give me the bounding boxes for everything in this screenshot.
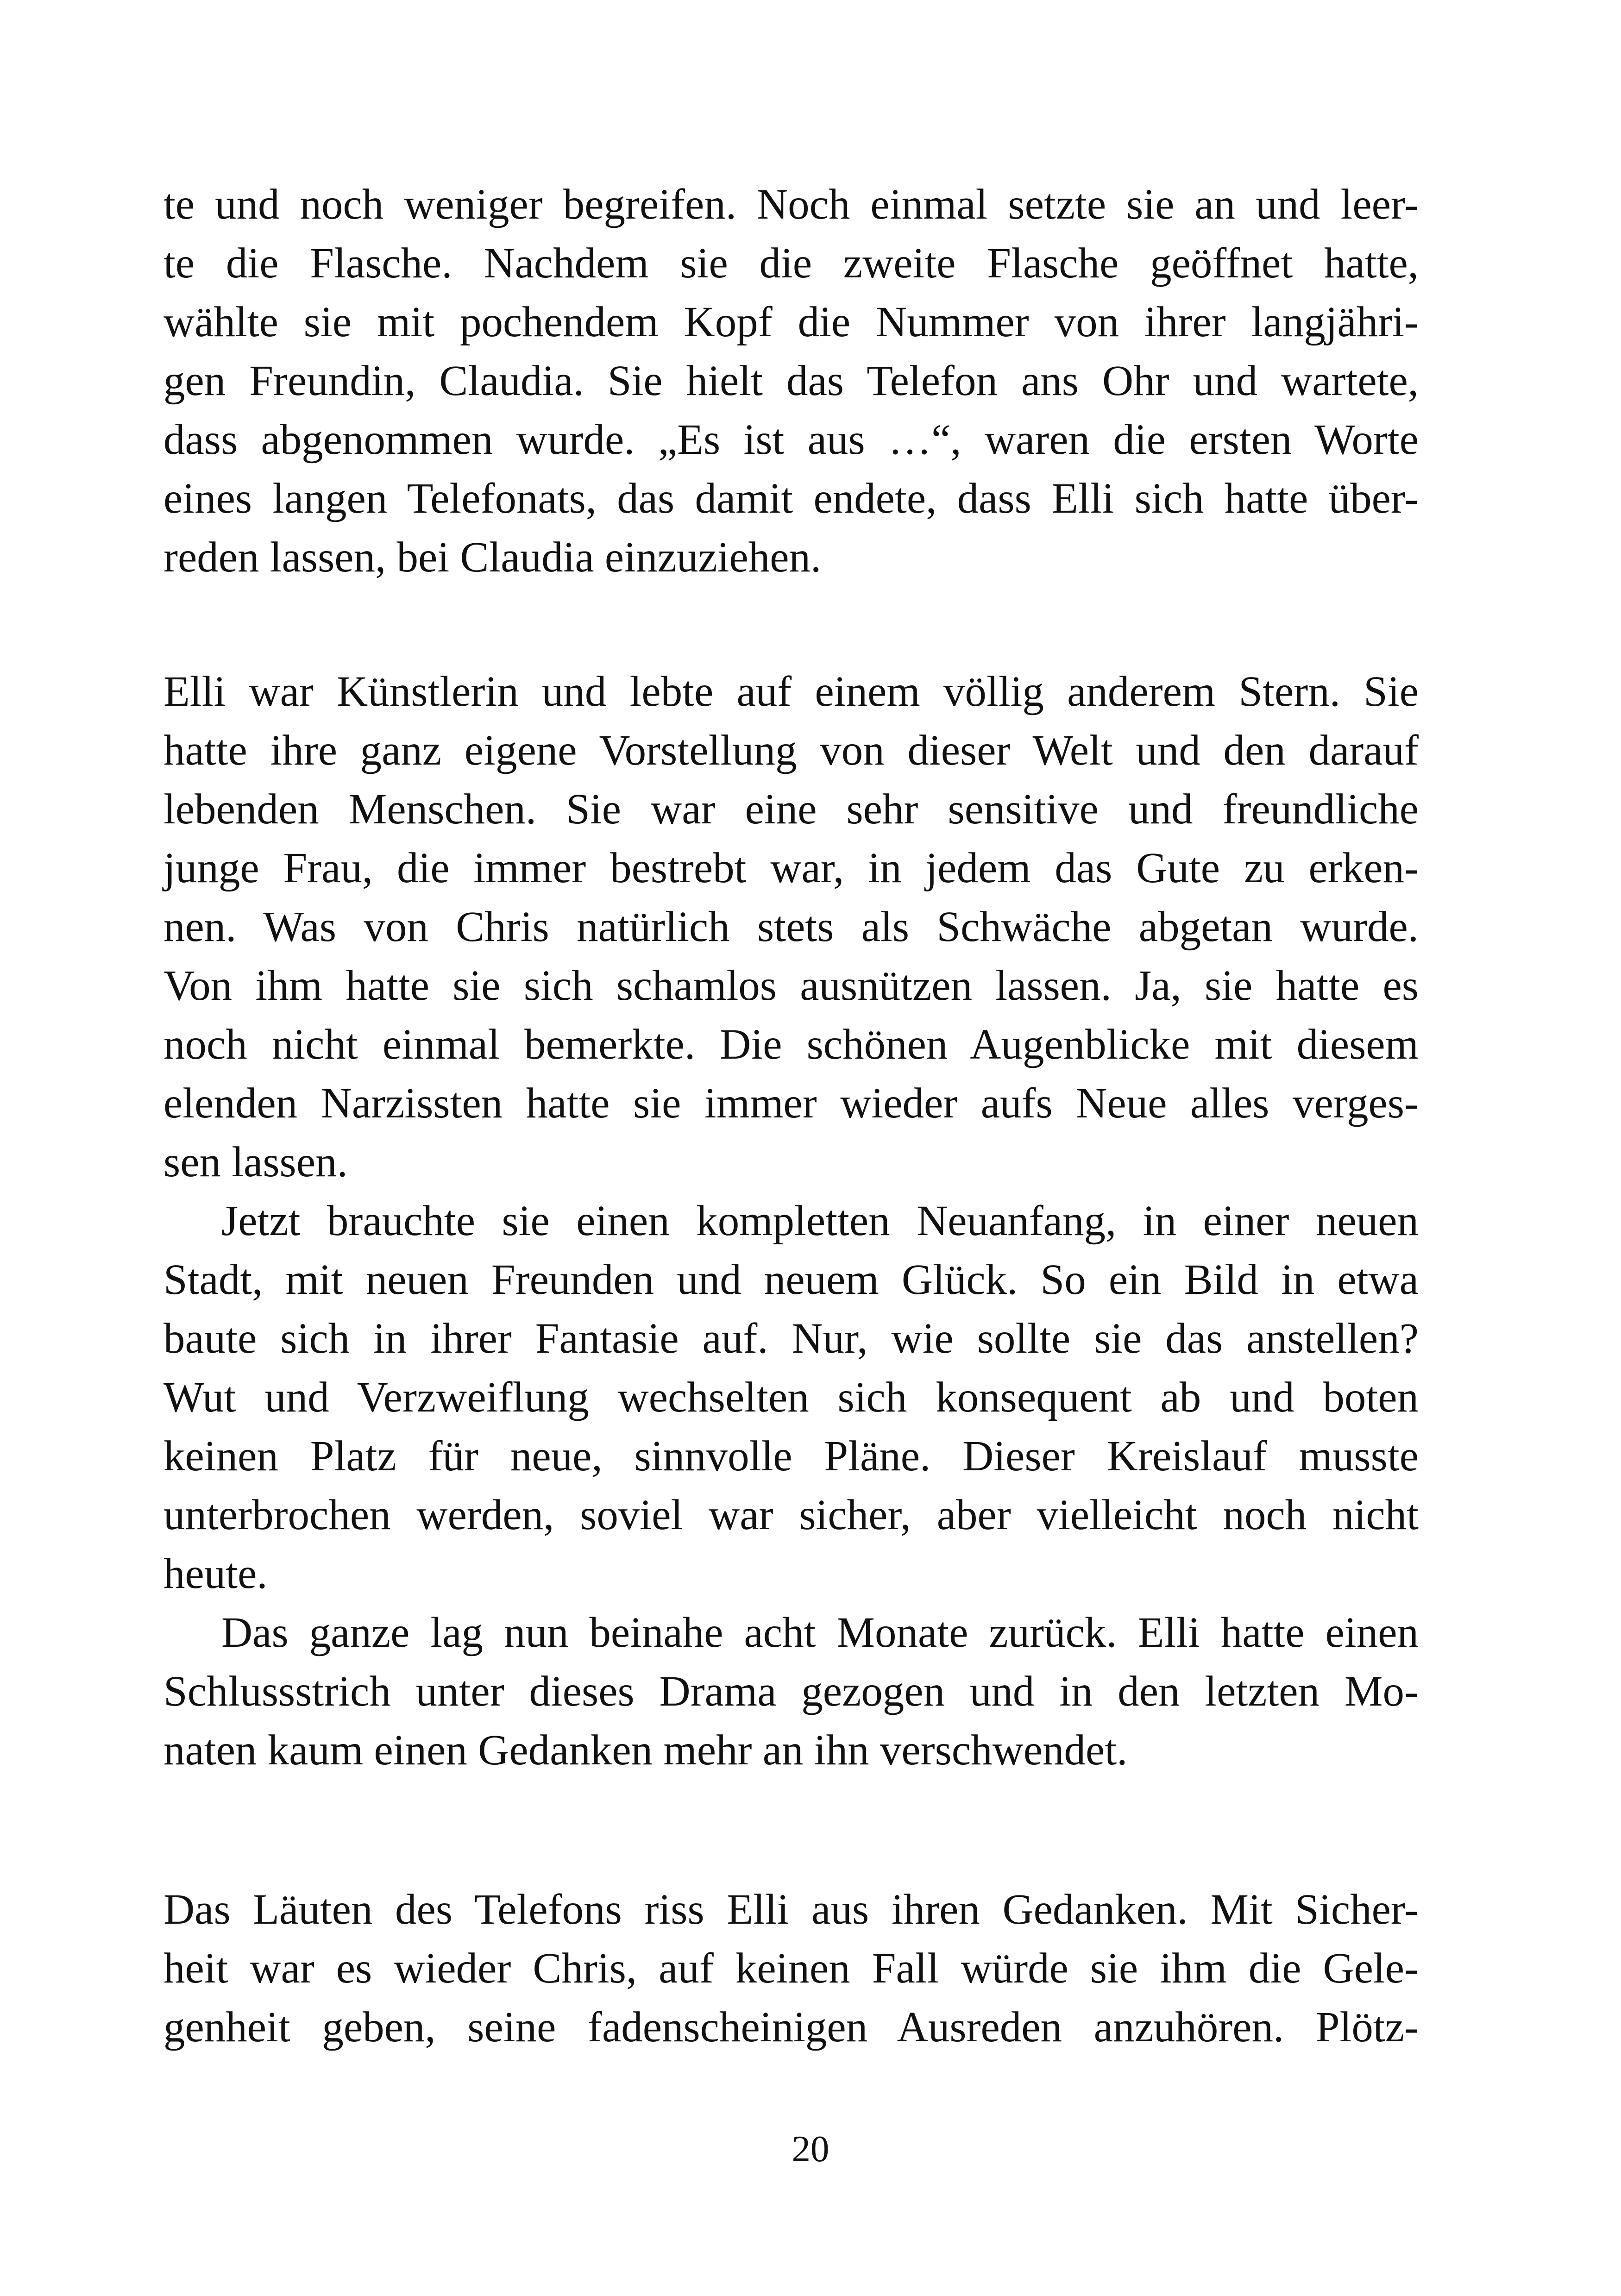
text-line: noch nicht einmal bemerkte. Die schönen Augenblicke mit diesem xyxy=(163,1021,1419,1068)
text-line: gen Freundin, Claudia. Sie hielt das Telefon ans Ohr und wartete, xyxy=(163,357,1419,405)
text-line: reden lassen, bei Claudia einzuziehen. xyxy=(163,533,822,581)
text-line: Jetzt brauchte sie einen kompletten Neuanfang, in einer neuen xyxy=(221,1197,1419,1245)
text-line: elenden Narzissten hatte sie immer wieder aufs Neue alles verges- xyxy=(163,1079,1419,1127)
text-line: hatte ihre ganz eigene Vorstellung von dieser Welt und den darauf xyxy=(163,727,1419,774)
text-line: junge Frau, die immer bestrebt war, in jedem das Gute zu erken- xyxy=(163,844,1419,892)
text-line: genheit geben, seine fadenscheinigen Ausreden anzuhören. Plötz- xyxy=(163,2003,1419,2051)
text-line: sen lassen. xyxy=(163,1138,348,1186)
text-line: Wut und Verzweiflung wechselten sich konsequent ab und boten xyxy=(163,1374,1419,1421)
text-line: Elli war Künstlerin und lebte auf einem völlig anderem Stern. Sie xyxy=(163,668,1419,715)
text-line: te die Flasche. Nachdem sie die zweite Flasche geöffnet hatte, xyxy=(163,239,1419,287)
text-line: wählte sie mit pochendem Kopf die Nummer von ihrer langjähri- xyxy=(163,298,1419,346)
text-line: baute sich in ihrer Fantasie auf. Nur, wie sollte sie das anstellen? xyxy=(163,1315,1419,1362)
text-line: heit war es wieder Chris, auf keinen Fall würde sie ihm die Gele- xyxy=(163,1945,1419,1992)
text-line: Das ganze lag nun beinahe acht Monate zurück. Elli hatte einen xyxy=(221,1609,1419,1656)
text-line: heute. xyxy=(163,1550,268,1598)
text-line: unterbrochen werden, soviel war sicher, aber vielleicht noch nicht xyxy=(163,1491,1419,1539)
page-number: 20 xyxy=(792,2128,829,2170)
text-line: Schlussstrich unter dieses Drama gezogen und in den letzten Mo- xyxy=(163,1668,1419,1715)
text-line: naten kaum einen Gedanken mehr an ihn verschwendet. xyxy=(163,1726,1128,1774)
text-block-1 xyxy=(163,175,1419,587)
text-line: Stadt, mit neuen Freunden und neuem Glück. So ein Bild in etwa xyxy=(163,1256,1419,1304)
text-line: Von ihm hatte sie sich schamlos ausnützen lassen. Ja, sie hatte es xyxy=(163,962,1419,1010)
text-line: dass abgenommen wurde. „Es ist aus …“, waren die ersten Worte xyxy=(163,416,1419,464)
text-line: nen. Was von Chris natürlich stets als Schwäche abgetan wurde. xyxy=(163,903,1419,951)
text-block-2 xyxy=(163,662,1419,1780)
text-block-3 xyxy=(163,1880,1419,2057)
text-line: eines langen Telefonats, das damit endete, dass Elli sich hatte über- xyxy=(163,475,1419,522)
text-line: keinen Platz für neue, sinnvolle Pläne. Dieser Kreislauf musste xyxy=(163,1432,1419,1480)
text-line: te und noch weniger begreifen. Noch einmal setzte sie an und leer- xyxy=(163,181,1419,228)
text-line: lebenden Menschen. Sie war eine sehr sensitive und freundliche xyxy=(163,785,1419,833)
text-line: Das Läuten des Telefons riss Elli aus ihren Gedanken. Mit Sicher- xyxy=(163,1886,1419,1933)
